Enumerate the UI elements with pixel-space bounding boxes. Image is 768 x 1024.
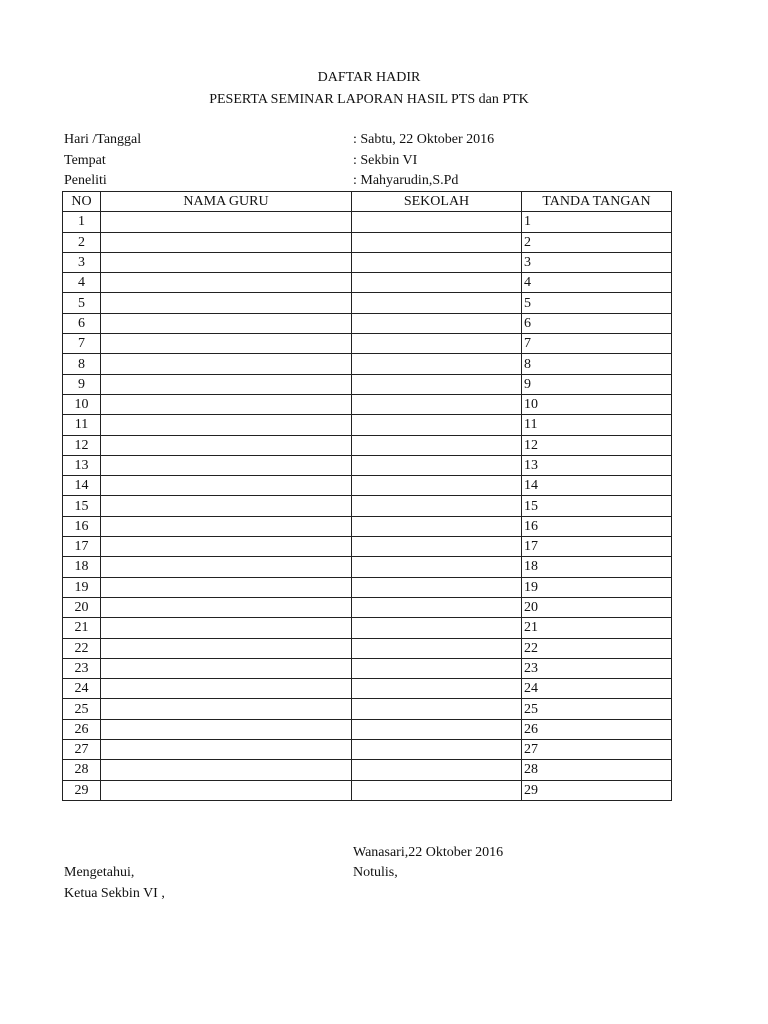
school-cell [352,557,522,577]
school-cell [352,719,522,739]
row-number: 6 [63,313,101,333]
school-cell [352,760,522,780]
signature-cell: 15 [522,496,672,516]
row-number: 8 [63,354,101,374]
teacher-name-cell [101,597,352,617]
note-taker-label: Notulis, [353,865,398,880]
signature-cell: 29 [522,780,672,800]
table-row [63,557,672,577]
attendance-table [62,191,672,801]
signature-cell: 14 [522,476,672,496]
signature-cell: 13 [522,455,672,475]
row-number: 29 [63,780,101,800]
row-number: 1 [63,212,101,232]
signature-cell: 26 [522,719,672,739]
school-cell [352,740,522,760]
place-date: Wanasari,22 Oktober 2016 [353,845,504,860]
signature-cell: 8 [522,354,672,374]
teacher-name-cell [101,618,352,638]
table-row [63,780,672,800]
table-row [63,435,672,455]
school-cell [352,780,522,800]
signature-cell: 23 [522,658,672,678]
school-cell [352,618,522,638]
row-number: 2 [63,232,101,252]
school-cell [352,232,522,252]
signature-cell: 27 [522,740,672,760]
school-cell [352,679,522,699]
row-number: 4 [63,273,101,293]
table-row [63,597,672,617]
column-header-no: NO [63,192,101,212]
signature-cell: 18 [522,557,672,577]
table-row [63,374,672,394]
row-number: 26 [63,719,101,739]
table-row [63,232,672,252]
signature-cell: 5 [522,293,672,313]
info-value: : Mahyarudin,S.Pd [353,173,458,189]
teacher-name-cell [101,679,352,699]
row-number: 14 [63,476,101,496]
table-row [63,313,672,333]
row-number: 27 [63,740,101,760]
table-body [63,212,672,801]
teacher-name-cell [101,699,352,719]
signature-cell: 9 [522,374,672,394]
teacher-name-cell [101,719,352,739]
signature-cell: 6 [522,313,672,333]
table-row [63,476,672,496]
teacher-name-cell [101,252,352,272]
row-number: 5 [63,293,101,313]
signature-cell: 4 [522,273,672,293]
teacher-name-cell [101,638,352,658]
row-number: 12 [63,435,101,455]
teacher-name-cell [101,232,352,252]
school-cell [352,658,522,678]
table-row [63,618,672,638]
row-number: 25 [63,699,101,719]
table-row [63,496,672,516]
info-value: : Sekbin VI [353,153,417,169]
row-number: 28 [63,760,101,780]
table-row [63,699,672,719]
chairman-label: Ketua Sekbin VI , [64,886,165,901]
row-number: 9 [63,374,101,394]
teacher-name-cell [101,415,352,435]
school-cell [352,354,522,374]
signature-cell: 16 [522,516,672,536]
info-label: Hari /Tanggal [64,132,142,147]
table-row [63,354,672,374]
school-cell [352,537,522,557]
table-row [63,577,672,597]
school-cell [352,455,522,475]
column-header-school: SEKOLAH [352,192,522,212]
row-number: 13 [63,455,101,475]
table-row [63,516,672,536]
school-cell [352,496,522,516]
school-cell [352,273,522,293]
signature-cell: 2 [522,232,672,252]
teacher-name-cell [101,293,352,313]
school-cell [352,516,522,536]
signature-cell: 3 [522,252,672,272]
row-number: 15 [63,496,101,516]
table-row [63,394,672,414]
teacher-name-cell [101,780,352,800]
table-row [63,212,672,232]
teacher-name-cell [101,334,352,354]
teacher-name-cell [101,496,352,516]
signature-cell: 11 [522,415,672,435]
school-cell [352,699,522,719]
school-cell [352,577,522,597]
teacher-name-cell [101,273,352,293]
table-row [63,293,672,313]
teacher-name-cell [101,740,352,760]
signature-cell: 28 [522,760,672,780]
document-title: DAFTAR HADIR [317,70,421,85]
signature-cell: 20 [522,597,672,617]
teacher-name-cell [101,313,352,333]
row-number: 3 [63,252,101,272]
teacher-name-cell [101,394,352,414]
row-number: 7 [63,334,101,354]
school-cell [352,293,522,313]
teacher-name-cell [101,435,352,455]
signature-cell: 12 [522,435,672,455]
teacher-name-cell [101,557,352,577]
school-cell [352,394,522,414]
row-number: 24 [63,679,101,699]
signature-cell: 22 [522,638,672,658]
row-number: 16 [63,516,101,536]
signature-cell: 21 [522,618,672,638]
teacher-name-cell [101,354,352,374]
table-row [63,719,672,739]
school-cell [352,638,522,658]
row-number: 19 [63,577,101,597]
table-row [63,455,672,475]
row-number: 18 [63,557,101,577]
table-row [63,658,672,678]
table-row [63,252,672,272]
row-number: 11 [63,415,101,435]
row-number: 21 [63,618,101,638]
table-row [63,760,672,780]
school-cell [352,476,522,496]
table-row [63,334,672,354]
signature-cell: 1 [522,212,672,232]
school-cell [352,212,522,232]
info-label: Peneliti [64,173,107,188]
info-value: : Sabtu, 22 Oktober 2016 [353,132,494,148]
table-row [63,740,672,760]
teacher-name-cell [101,760,352,780]
row-number: 22 [63,638,101,658]
school-cell [352,334,522,354]
school-cell [352,597,522,617]
column-header-name: NAMA GURU [101,192,352,212]
teacher-name-cell [101,212,352,232]
teacher-name-cell [101,577,352,597]
teacher-name-cell [101,537,352,557]
row-number: 23 [63,658,101,678]
row-number: 10 [63,394,101,414]
row-number: 20 [63,597,101,617]
table-row [63,273,672,293]
table-row [63,415,672,435]
school-cell [352,374,522,394]
school-cell [352,313,522,333]
table-row [63,537,672,557]
signature-cell: 19 [522,577,672,597]
table-row [63,638,672,658]
signature-cell: 7 [522,334,672,354]
signature-cell: 10 [522,394,672,414]
teacher-name-cell [101,476,352,496]
row-number: 17 [63,537,101,557]
document-subtitle: PESERTA SEMINAR LAPORAN HASIL PTS dan PTK [209,92,529,107]
signature-cell: 24 [522,679,672,699]
signature-cell: 17 [522,537,672,557]
acknowledged-label: Mengetahui, [64,865,135,880]
school-cell [352,415,522,435]
signature-cell: 25 [522,699,672,719]
teacher-name-cell [101,516,352,536]
teacher-name-cell [101,658,352,678]
column-header-signature: TANDA TANGAN [522,192,672,212]
teacher-name-cell [101,374,352,394]
teacher-name-cell [101,455,352,475]
school-cell [352,435,522,455]
table-row [63,679,672,699]
info-label: Tempat [64,153,106,168]
table-header-row [63,192,672,212]
school-cell [352,252,522,272]
